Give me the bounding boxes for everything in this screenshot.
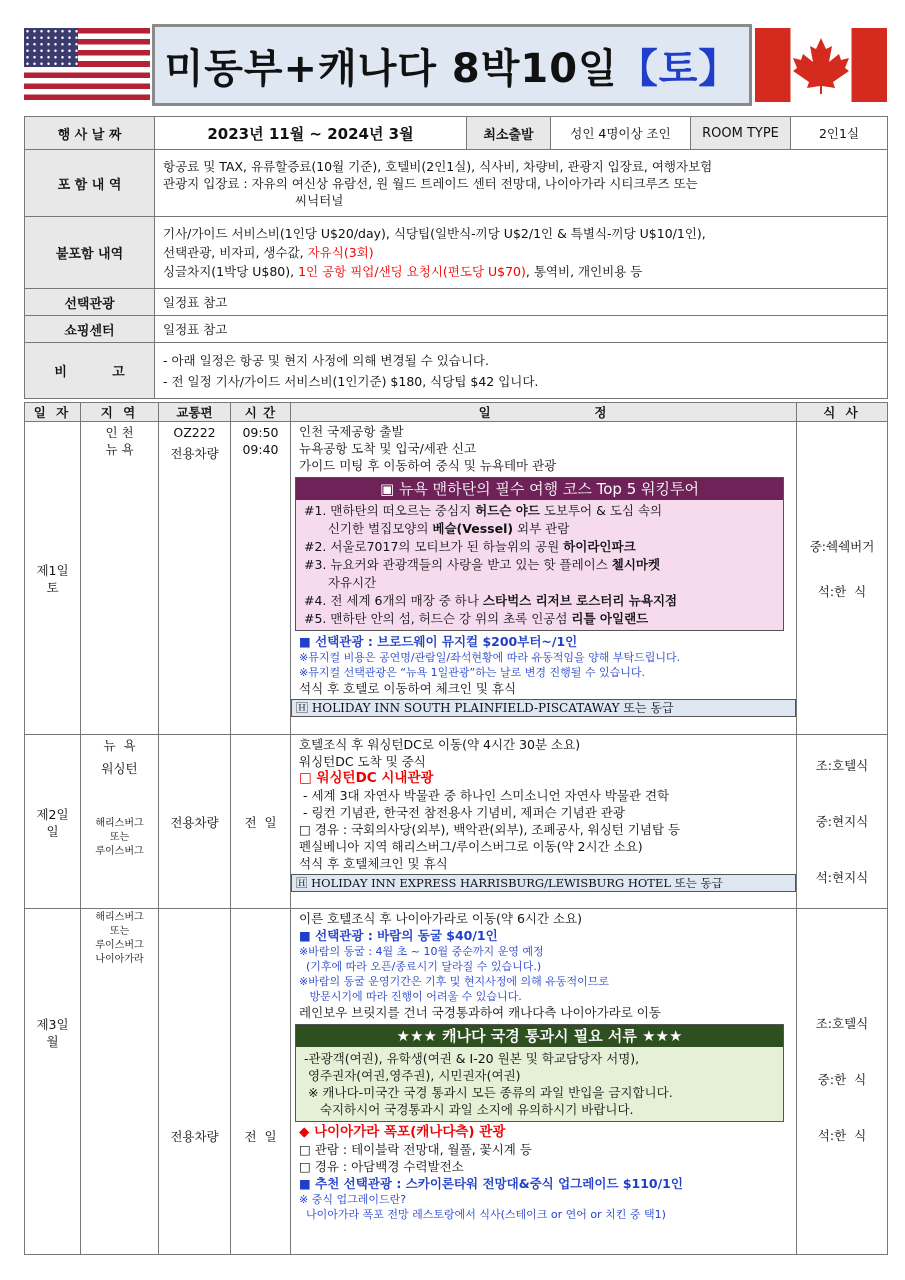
border-docs-line: -관광객(여권), 유학생(여권 & I-20 원본 및 학교담당자 서명),	[304, 1051, 640, 1066]
excluded-label: 불포함 내역	[25, 217, 155, 289]
border-docs-title: ★★★ 캐나다 국경 통과시 필요 서류 ★★★	[296, 1025, 783, 1047]
plan-line: □ 경유 : 아담백경 수력발전소	[299, 1159, 464, 1174]
plan-line: 인천 국제공항 출발	[299, 424, 404, 439]
col-transport: 교통편	[159, 403, 231, 422]
included-label: 포 함 내 역	[25, 150, 155, 217]
meal-breakfast: 조:호텔식	[815, 758, 869, 773]
schedule-table	[24, 402, 888, 1255]
plan-line: 워싱턴DC 도착 및 중식	[299, 754, 426, 769]
day3-region: 해리스버그 또는 루이스버그 나이아가라	[81, 909, 159, 1255]
option-musical: ■ 선택관광 : 브로드웨이 뮤지컬 $200부터~/1인	[299, 634, 578, 649]
transport-bus: 전용차량	[170, 446, 219, 461]
region-line: 워싱턴	[101, 761, 138, 776]
optional-tour-value: 일정표 참고	[155, 289, 888, 316]
region-line: 해리스버그 또는 루이스버그	[95, 818, 144, 857]
plan-line: 뉴욕공항 도착 및 입국/세관 신고	[299, 441, 477, 456]
excluded-line: 기사/가이드 서비스비(1인당 U$20/day), 식당팁(일반식-끼당 U$2/1인 & 특별식-끼당 U$10/1인),	[163, 226, 706, 241]
min-departure-label: 최소출발	[467, 117, 551, 150]
plan-line: 석식 후 호텔체크인 및 휴식	[299, 856, 448, 871]
room-type-label: ROOM TYPE	[691, 117, 791, 150]
plan-line: 가이드 미팅 후 이동하여 중식 및 뉴욕테마 관광	[299, 458, 557, 473]
note-line: ※뮤지컬 선택관광은 “뉴욕 1일관광”하는 날로 변경 진행될 수 있습니다.	[299, 666, 645, 679]
date-label: 행 사 날 짜	[25, 117, 155, 150]
day1-plan	[291, 422, 797, 735]
min-departure-value: 성인 4명이상 조인	[551, 117, 691, 150]
walking-tour-item: #2. 서울로7017의 모티브가 된 하늘위의 공원 하이라인파크	[304, 539, 636, 554]
walking-tour-box	[295, 477, 784, 631]
walking-tour-item: #4. 전 세계 6개의 매장 중 하나 스타벅스 리저브 로스터리 뉴욕지점	[304, 593, 678, 608]
day2-meal	[797, 735, 888, 909]
remark-line: - 전 일정 기사/가이드 서비스비(1인기준) $180, 식당팁 $42 입니다.	[163, 373, 539, 389]
walking-tour-item: 신기한 벌집모양의 베슬(Vessel) 외부 관람	[304, 521, 570, 536]
day3-time: 전 일	[231, 909, 291, 1255]
day3-plan	[291, 909, 797, 1255]
region-line: 뉴 욕	[103, 738, 136, 753]
border-docs-line: 숙지하시어 국경통과시 과일 소지에 유의하시기 바랍니다.	[304, 1102, 634, 1117]
walking-tour-item: #3. 뉴요커와 관광객들의 사랑을 받고 있는 핫 플레이스 첼시마켓	[304, 557, 661, 572]
walking-tour-item: #5. 맨하탄 안의 섬, 허드슨 강 위의 초록 인공섬 리틀 아일랜드	[304, 611, 649, 626]
excluded-value	[155, 217, 888, 289]
day2-region	[81, 735, 159, 909]
excluded-line: 선택관광, 비자피, 생수값, 자유식(3회)	[163, 245, 374, 260]
shopping-label: 쇼핑센터	[25, 316, 155, 343]
day3-label: 제3일 월	[25, 909, 81, 1255]
walking-tour-title: ▣ 뉴욕 맨하탄의 필수 여행 코스 Top 5 워킹투어	[296, 478, 783, 500]
arrive-time: 09:40	[242, 442, 279, 457]
day2-transport: 전용차량	[159, 735, 231, 909]
col-region: 지 역	[81, 403, 159, 422]
flight-number: OZ222	[173, 425, 216, 440]
optional-tour-label: 선택관광	[25, 289, 155, 316]
included-value	[155, 150, 888, 217]
meal-dinner: 석:한 식	[817, 584, 867, 599]
option-cave: ■ 선택관광 : 바람의 동굴 $40/1인	[299, 928, 498, 943]
meal-breakfast: 조:호텔식	[815, 1016, 869, 1031]
day1-time	[231, 422, 291, 735]
date-value: 2023년 11월 ~ 2024년 3월	[155, 117, 467, 150]
meal-lunch: 중:현지식	[815, 814, 869, 829]
excluded-line: 싱글차지(1박당 U$80), 1인 공항 픽업/샌딩 요청시(편도당 U$70), 통역비, 개인비용 등	[163, 264, 643, 279]
border-docs-line: ※ 캐나다-미국간 국경 통과시 모든 종류의 과일 반입을 금지합니다.	[304, 1085, 673, 1100]
remark-label: 비 고	[25, 343, 155, 399]
canada-flag-icon	[755, 28, 887, 102]
remark-line: - 아래 일정은 항공 및 현지 사정에 의해 변경될 수 있습니다.	[163, 352, 489, 368]
option-skylon: ■ 추천 선택관광 : 스카이론타워 전망대&중식 업그레이드 $110/1인	[299, 1176, 683, 1191]
note-line: (기후에 따라 오픈/종료시기 달라질 수 있습니다.)	[299, 960, 542, 973]
note-line: ※바람의 동굴 운영기간은 기후 및 현지사정에 의해 유동적이므로	[299, 975, 609, 988]
dc-tour-title: □ 워싱턴DC 시내관광	[299, 770, 434, 786]
note-line: 방문시기에 따라 진행이 어려울 수 있습니다.	[299, 990, 522, 1003]
title-main: 미동부+캐나다 8박10일	[164, 45, 618, 92]
included-line: 항공료 및 TAX, 유류할증료(10월 기준), 호텔비(2인1실), 식사비, 차량비, 관광지 입장료, 여행자보험	[163, 158, 713, 174]
col-day: 일 자	[25, 403, 81, 422]
border-docs-body	[296, 1047, 783, 1121]
day2-plan	[291, 735, 797, 909]
hotel-day1: 🄷 HOLIDAY INN SOUTH PLAINFIELD-PISCATAWAY 또는 동급	[291, 699, 796, 717]
plan-line: 펜실베니아 지역 해리스버그/루이스버그로 이동(약 2시간 소요)	[299, 839, 643, 854]
page-title	[152, 24, 752, 106]
plan-line: 석식 후 호텔로 이동하여 체크인 및 휴식	[299, 681, 517, 696]
shopping-value: 일정표 참고	[155, 316, 888, 343]
border-docs-line: 영주권자(여권,영주권), 시민권자(여권)	[304, 1068, 521, 1083]
day3-meal	[797, 909, 888, 1255]
note-line: ※뮤지컬 비용은 공연명/관람일/좌석현황에 따라 유동적임을 양해 부탁드립니다.	[299, 651, 681, 664]
info-table	[24, 116, 888, 399]
meal-lunch: 중:쉑쉑버거	[809, 539, 875, 554]
plan-line: 레인보우 브릿지를 건너 국경통과하여 캐나다측 나이아가라로 이동	[299, 1005, 661, 1020]
note-line: 나이아가라 폭포 전망 레스토랑에서 식사(스테이크 or 연어 or 치킨 중 택1)	[299, 1208, 666, 1221]
day2-label: 제2일 일	[25, 735, 81, 909]
included-line: 씨닉터널	[295, 192, 344, 208]
border-docs-box	[295, 1024, 784, 1122]
col-time: 시 간	[231, 403, 291, 422]
note-line: ※바람의 동굴 : 4월 초 ~ 10월 중순까지 운영 예정	[299, 945, 544, 958]
walking-tour-list	[296, 500, 783, 630]
col-meal: 식 사	[797, 403, 888, 422]
day2-time: 전 일	[231, 735, 291, 909]
title-day: 【토】	[617, 45, 740, 92]
day1-label: 제1일 토	[25, 422, 81, 735]
plan-line: 이른 호텔조식 후 나이아가라로 이동(약 6시간 소요)	[299, 911, 583, 926]
remark-value	[155, 343, 888, 399]
day3-transport: 전용차량	[159, 909, 231, 1255]
day1-meal	[797, 422, 888, 735]
plan-line: - 링컨 기념관, 한국전 참전용사 기념비, 제퍼슨 기념관 관광	[299, 805, 625, 820]
falls-tour-title: ◆ 나이아가라 폭포(캐나다측) 관광	[299, 1124, 506, 1140]
plan-line: □ 관람 : 테이블락 전망대, 월풀, 꽃시계 등	[299, 1142, 532, 1157]
walking-tour-item: 자유시간	[304, 575, 377, 590]
meal-lunch: 중:한 식	[817, 1072, 867, 1087]
col-plan: 일 정	[291, 403, 797, 422]
meal-dinner: 석:한 식	[817, 1128, 867, 1143]
meal-dinner: 석:현지식	[815, 870, 869, 885]
us-flag-icon	[24, 28, 150, 100]
depart-time: 09:50	[242, 425, 279, 440]
hotel-day2: 🄷 HOLIDAY INN EXPRESS HARRISBURG/LEWISBURG HOTEL 또는 동급	[291, 874, 796, 892]
walking-tour-item: #1. 맨하탄의 떠오르는 중심지 허드슨 야드 도보투어 & 도심 속의	[304, 503, 663, 518]
day1-transport	[159, 422, 231, 735]
plan-line: □ 경유 : 국회의사당(외부), 백악관(외부), 조폐공사, 워싱턴 기념탑 등	[299, 822, 681, 837]
plan-line: - 세계 3대 자연사 박물관 중 하나인 스미소니언 자연사 박물관 견학	[299, 788, 670, 803]
day1-region: 인 천 뉴 욕	[81, 422, 159, 735]
note-line: ※ 중식 업그레이드란?	[299, 1193, 407, 1206]
room-type-value: 2인1실	[791, 117, 888, 150]
included-line: 관광지 입장료 : 자유의 여신상 유람선, 원 월드 트레이드 센터 전망대, 나이아가라 시티크루즈 또는	[163, 175, 698, 191]
plan-line: 호텔조식 후 워싱턴DC로 이동(약 4시간 30분 소요)	[299, 737, 581, 752]
